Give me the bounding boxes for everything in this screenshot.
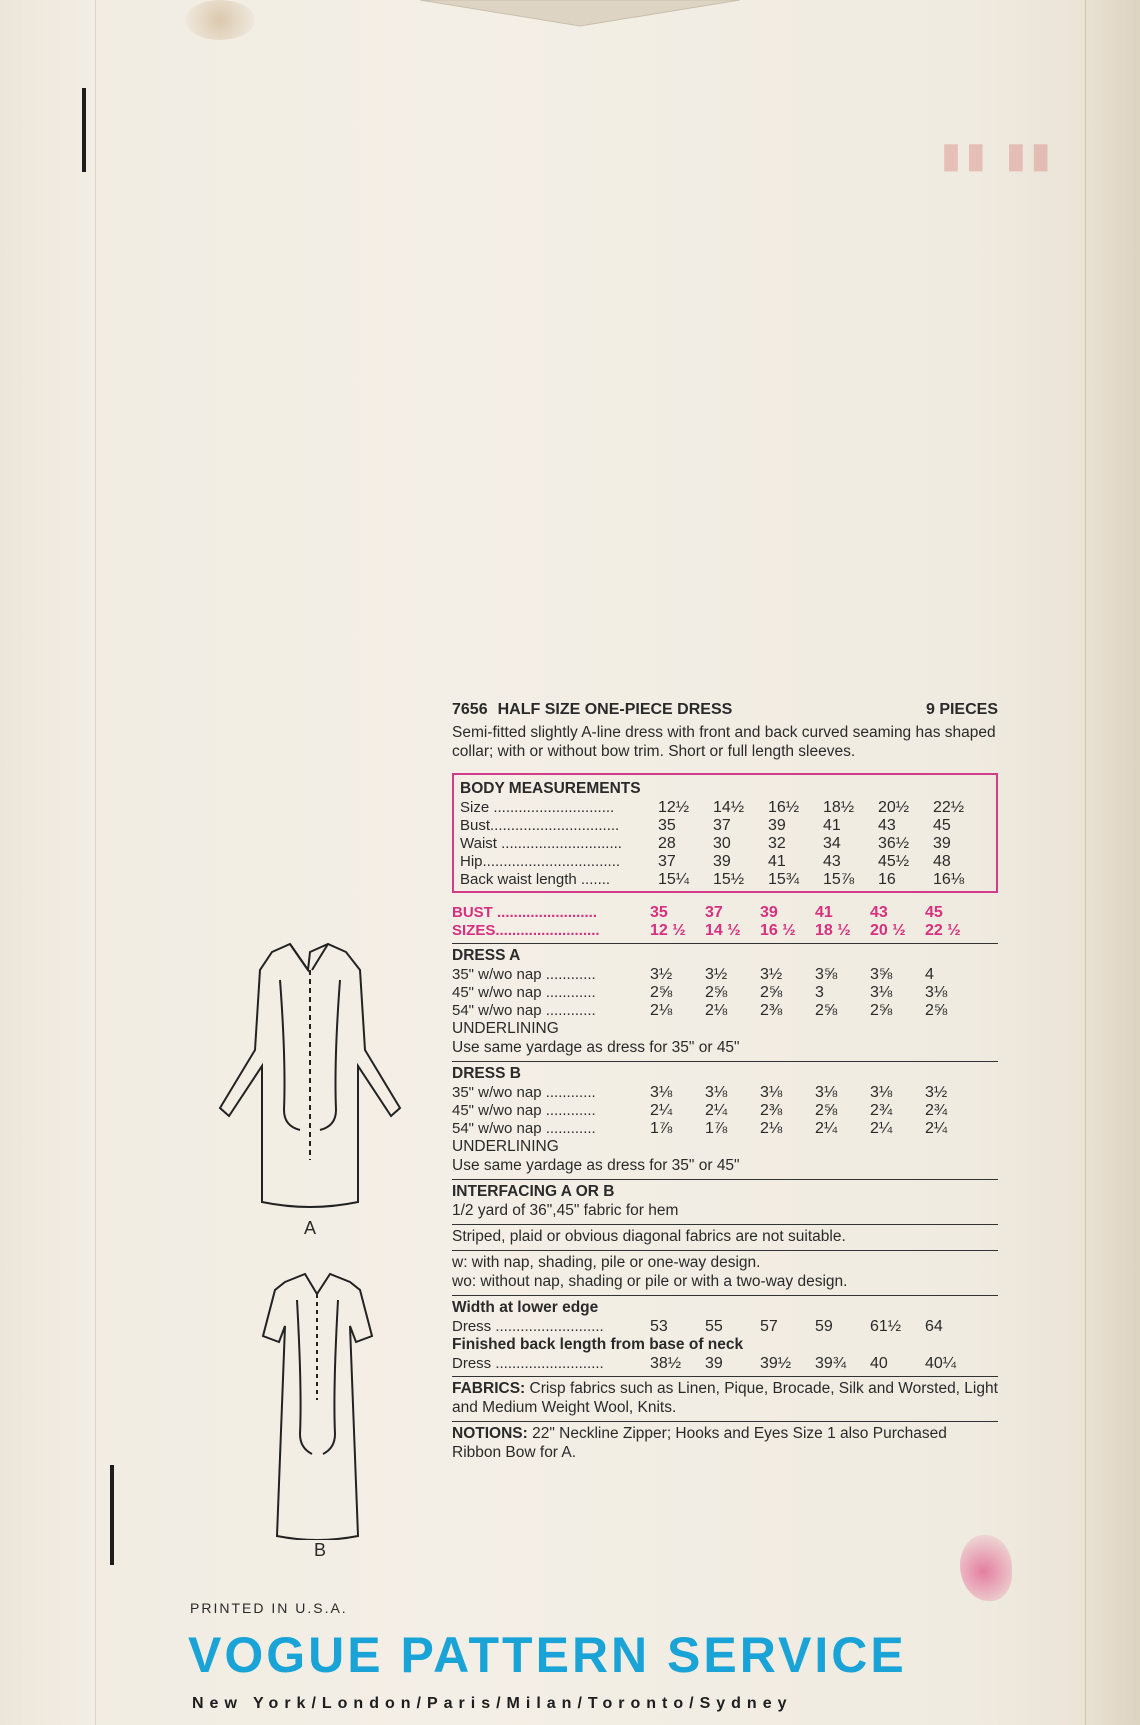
dress-b-back-illustration — [250, 1270, 385, 1540]
width-lower-edge-cell: 57 — [760, 1318, 778, 1335]
dress-a-yardage-row-label: 54" w/wo nap ............ — [452, 1002, 596, 1019]
dress-b-yardage-row — [452, 1101, 998, 1119]
illustration-a-label: A — [304, 1218, 317, 1238]
bust-size-cell: 16 ½ — [760, 922, 796, 939]
body-measurement-cell: 20½ — [878, 799, 910, 816]
width-lower-edge-cell: 59 — [815, 1318, 833, 1335]
dress-b-yardage-cell: 3⅛ — [815, 1084, 838, 1101]
body-measurement-cell: 12½ — [658, 799, 690, 816]
body-measurement-cell: 14½ — [713, 799, 745, 816]
body-measurements-title: BODY MEASUREMENTS — [460, 780, 641, 797]
bust-size-cell: 35 — [650, 904, 668, 921]
body-measurement-cell: 18½ — [823, 799, 855, 816]
width-lower-edge-cell: 53 — [650, 1318, 668, 1335]
dress-a-yardage-cell: 2⅛ — [705, 1002, 728, 1019]
dress-a-yardage-row — [452, 1001, 998, 1019]
brand-title: VOGUE PATTERN SERVICE — [188, 1627, 907, 1683]
finished-back-length-row — [452, 1354, 998, 1372]
dress-b-yardage-cell: 3⅛ — [650, 1084, 673, 1101]
dress-a-yardage-table — [452, 965, 998, 1019]
dress-a-yardage-cell: 2⅝ — [815, 1002, 838, 1019]
finished-back-length-label: Dress .......................... — [452, 1355, 604, 1372]
body-measurement-cell: 39 — [713, 853, 731, 870]
divider — [452, 1250, 998, 1251]
finished-back-length-cell: 39 — [705, 1355, 723, 1372]
body-measurement-cell: 48 — [933, 853, 951, 870]
pattern-header — [452, 700, 998, 719]
bust-size-cell: 20 ½ — [870, 922, 906, 939]
body-measurement-cell: 15¾ — [768, 871, 800, 888]
bust-size-cell: 41 — [815, 904, 833, 921]
finished-back-length-cell: 38½ — [650, 1355, 682, 1372]
bust-size-cell: 22 ½ — [925, 922, 961, 939]
dress-b-underlining-title: UNDERLINING — [452, 1138, 559, 1155]
with-nap-note: w: with nap, shading, pile or one-way design. — [452, 1254, 761, 1271]
body-measurement-cell: 15¼ — [658, 871, 690, 888]
dress-b-yardage-cell: 2¼ — [650, 1102, 673, 1119]
body-measurement-cell: 16⅛ — [933, 871, 965, 888]
width-lower-edge-cell: 64 — [925, 1318, 943, 1335]
dress-b-yardage-cell: 2¼ — [870, 1120, 893, 1137]
divider — [452, 1179, 998, 1180]
dress-a-yardage-cell: 3½ — [650, 966, 673, 983]
dress-b-yardage-cell: 3⅛ — [705, 1084, 728, 1101]
body-measurement-row — [460, 798, 990, 816]
body-measurement-row — [460, 852, 990, 870]
body-measurement-row-label: Size ............................. — [460, 799, 615, 816]
dress-b-yardage-cell: 2¼ — [925, 1120, 948, 1137]
body-measurements-box — [452, 773, 998, 893]
dress-a-yardage-cell: 3⅛ — [925, 984, 948, 1001]
dress-a-yardage-row-label: 45" w/wo nap ............ — [452, 984, 596, 1001]
divider — [452, 1061, 998, 1062]
bust-size-cell: 18 ½ — [815, 922, 851, 939]
width-lower-edge-label: Dress .......................... — [452, 1318, 604, 1335]
width-lower-edge-row — [452, 1317, 998, 1335]
dress-a-yardage-cell: 2⅝ — [760, 984, 783, 1001]
dress-b-yardage-cell: 3½ — [925, 1084, 948, 1101]
body-measurement-cell: 45 — [933, 817, 951, 834]
interfacing-title: INTERFACING A OR B — [452, 1183, 615, 1200]
bust-size-row-label: SIZES......................... — [452, 922, 600, 939]
dress-a-yardage-cell: 2⅝ — [705, 984, 728, 1001]
body-measurement-row-label: Hip................................. — [460, 853, 621, 870]
pattern-number: 7656 — [452, 701, 488, 718]
bust-sizes-table — [452, 903, 998, 939]
envelope-left-edge — [0, 0, 96, 1725]
bust-size-cell: 39 — [760, 904, 778, 921]
pattern-info-block — [452, 700, 998, 1462]
bust-size-cell: 45 — [925, 904, 943, 921]
body-measurement-row-label: Bust............................... — [460, 817, 620, 834]
width-lower-edge-cell: 55 — [705, 1318, 723, 1335]
body-measurement-cell: 15½ — [713, 871, 745, 888]
bust-size-cell: 12 ½ — [650, 922, 686, 939]
dress-a-yardage-cell: 3⅛ — [870, 984, 893, 1001]
dress-b-yardage-cell: 2⅛ — [760, 1120, 783, 1137]
body-measurement-cell: 37 — [713, 817, 731, 834]
body-measurements-table — [460, 798, 990, 888]
printed-in-usa: PRINTED IN U.S.A. — [190, 1600, 348, 1616]
dress-b-underlining-text: Use same yardage as dress for 35" or 45" — [452, 1157, 740, 1174]
dress-b-yardage-cell: 2¾ — [870, 1102, 893, 1119]
fabrics-text — [452, 1379, 998, 1417]
body-measurement-cell: 43 — [823, 853, 841, 870]
divider — [452, 1376, 998, 1377]
body-measurement-cell: 36½ — [878, 835, 910, 852]
body-measurement-row-label: Waist ............................. — [460, 835, 622, 852]
dress-a-yardage-cell: 3½ — [705, 966, 728, 983]
fabrics-body: Crisp fabrics such as Linen, Pique, Brocade, Silk and Worsted, Light and Medium Weight Wool, Knits. — [452, 1380, 998, 1416]
body-measurement-cell: 32 — [768, 835, 786, 852]
body-measurement-row — [460, 834, 990, 852]
notions-body: 22" Neckline Zipper; Hooks and Eyes Size 1 also Purchased Ribbon Bow for A. — [452, 1425, 947, 1461]
without-nap-note: wo: without nap, shading or pile or with a two-way design. — [452, 1273, 848, 1290]
body-measurement-cell: 15⅞ — [823, 871, 855, 888]
body-measurement-cell: 16 — [878, 871, 896, 888]
dress-a-yardage-cell: 2⅝ — [870, 1002, 893, 1019]
finished-back-length-cell: 39½ — [760, 1355, 792, 1372]
dress-a-yardage-cell: 2⅜ — [760, 1002, 783, 1019]
dress-a-yardage-cell: 3⅝ — [870, 966, 893, 983]
body-measurement-cell: 45½ — [878, 853, 910, 870]
dress-b-title: DRESS B — [452, 1065, 521, 1082]
dress-a-underlining-title: UNDERLINING — [452, 1020, 559, 1037]
body-measurement-row — [460, 816, 990, 834]
dress-b-yardage-cell: 3⅛ — [870, 1084, 893, 1101]
bust-size-row-label: BUST ........................ — [452, 904, 598, 921]
edge-mark-bottom — [110, 1465, 114, 1565]
body-measurement-cell: 41 — [768, 853, 786, 870]
finished-back-length-cell: 40 — [870, 1355, 888, 1372]
brand-cities: New York/London/Paris/Milan/Toronto/Sydney — [192, 1695, 793, 1712]
body-measurement-cell: 43 — [878, 817, 896, 834]
dress-a-yardage-cell: 4 — [925, 966, 934, 983]
dress-b-yardage-cell: 3⅛ — [760, 1084, 783, 1101]
body-measurement-cell: 39 — [768, 817, 786, 834]
dress-b-yardage-row-label: 54" w/wo nap ............ — [452, 1120, 596, 1137]
notions-label: NOTIONS: — [452, 1425, 528, 1442]
finished-back-length-cell: 40¼ — [925, 1355, 957, 1372]
bust-size-cell: 14 ½ — [705, 922, 741, 939]
notions-text — [452, 1424, 998, 1462]
dress-b-yardage-cell: 2¼ — [815, 1120, 838, 1137]
dress-b-yardage-row — [452, 1083, 998, 1101]
dress-b-yardage-row-label: 35" w/wo nap ............ — [452, 1084, 596, 1101]
faint-stamp: ▮▮ ▮▮ — [935, 141, 1050, 179]
divider — [452, 1224, 998, 1225]
bust-size-row — [452, 903, 998, 921]
dress-b-yardage-cell: 2¾ — [925, 1102, 948, 1119]
edge-mark-top — [82, 88, 86, 172]
body-measurement-row — [460, 870, 990, 888]
dress-a-yardage-cell: 2⅝ — [650, 984, 673, 1001]
dress-b-yardage-row-label: 45" w/wo nap ............ — [452, 1102, 596, 1119]
body-measurement-cell: 16½ — [768, 799, 800, 816]
dress-b-yardage-cell: 2⅜ — [760, 1102, 783, 1119]
finished-back-length-cell: 39¾ — [815, 1355, 847, 1372]
dress-a-yardage-cell: 3⅝ — [815, 966, 838, 983]
body-measurement-cell: 39 — [933, 835, 951, 852]
dress-b-yardage-cell: 2⅝ — [815, 1102, 838, 1119]
envelope-top-notch — [420, 0, 740, 28]
dress-b-yardage-cell: 2¼ — [705, 1102, 728, 1119]
dress-b-yardage-row — [452, 1119, 998, 1137]
body-measurement-cell: 37 — [658, 853, 676, 870]
body-measurement-cell: 22½ — [933, 799, 965, 816]
body-measurement-cell: 34 — [823, 835, 841, 852]
bust-size-cell: 43 — [870, 904, 888, 921]
dress-a-yardage-cell: 2⅝ — [925, 1002, 948, 1019]
body-measurement-row-label: Back waist length ....... — [460, 871, 611, 888]
divider — [452, 943, 998, 944]
dress-a-title: DRESS A — [452, 947, 521, 964]
envelope-right-flap — [1085, 0, 1140, 1725]
illustration-b-label: B — [314, 1540, 327, 1560]
dress-a-back-illustration — [210, 940, 410, 1210]
divider — [452, 1421, 998, 1422]
dress-b-yardage-cell: 1⅞ — [650, 1120, 673, 1137]
body-measurement-cell: 28 — [658, 835, 676, 852]
dress-a-yardage-row — [452, 983, 998, 1001]
dress-b-yardage-table — [452, 1083, 998, 1137]
body-measurement-cell: 30 — [713, 835, 731, 852]
dress-a-yardage-cell: 2⅛ — [650, 1002, 673, 1019]
water-stain — [185, 0, 255, 40]
dress-a-yardage-cell: 3½ — [760, 966, 783, 983]
bust-size-row — [452, 921, 998, 939]
pattern-title: HALF SIZE ONE-PIECE DRESS — [497, 701, 733, 718]
dress-a-yardage-row-label: 35" w/wo nap ............ — [452, 966, 596, 983]
dress-a-underlining-text: Use same yardage as dress for 35" or 45" — [452, 1039, 740, 1056]
bust-size-cell: 37 — [705, 904, 723, 921]
divider — [452, 1295, 998, 1296]
body-measurement-cell: 41 — [823, 817, 841, 834]
dress-b-yardage-cell: 1⅞ — [705, 1120, 728, 1137]
dress-a-yardage-row — [452, 965, 998, 983]
fabrics-label: FABRICS: — [452, 1380, 526, 1397]
striped-note: Striped, plaid or obvious diagonal fabrics are not suitable. — [452, 1228, 846, 1245]
dress-a-yardage-cell: 3 — [815, 984, 824, 1001]
body-measurement-cell: 35 — [658, 817, 676, 834]
interfacing-text: 1/2 yard of 36",45" fabric for hem — [452, 1202, 679, 1219]
width-lower-edge-cell: 61½ — [870, 1318, 902, 1335]
pattern-pieces: 9 PIECES — [925, 701, 998, 718]
pattern-description: Semi-fitted slightly A-line dress with front and back curved seaming has shaped collar; with or without bow trim. Short or full length sleeves. — [452, 724, 996, 760]
finished-back-length-title: Finished back length from base of neck — [452, 1336, 744, 1353]
width-lower-edge-title: Width at lower edge — [452, 1299, 599, 1316]
